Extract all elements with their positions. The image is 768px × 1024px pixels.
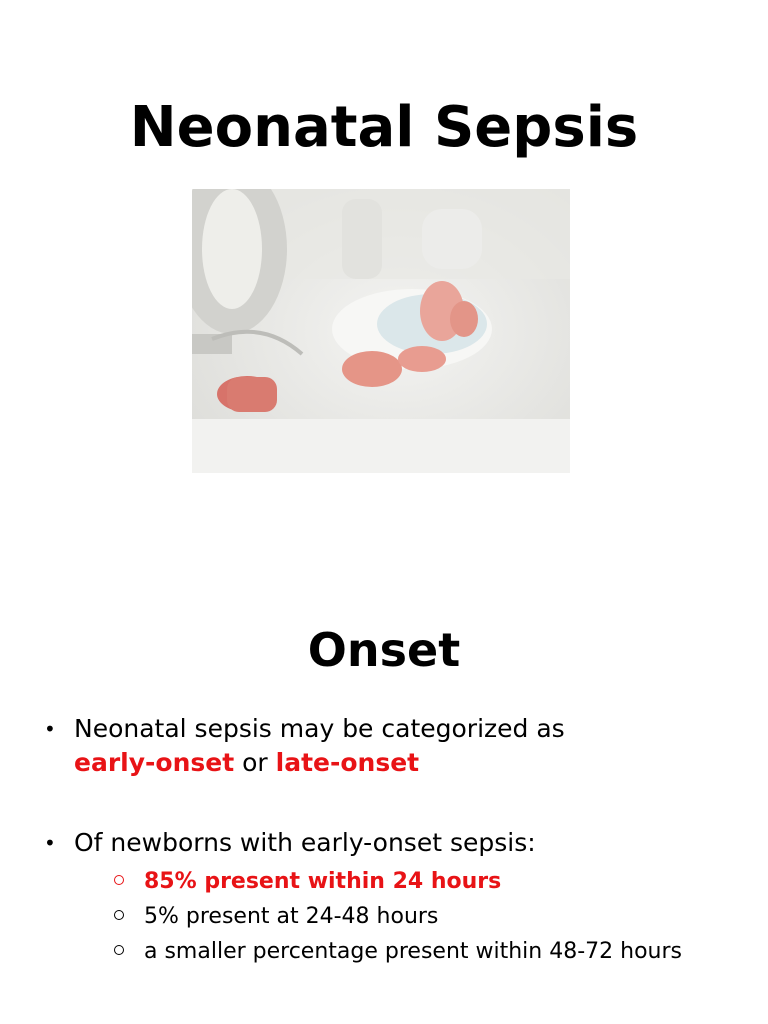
sub-bullet-item	[114, 864, 768, 899]
sub-bullet-item	[114, 934, 768, 969]
bullet-item-onset-categories	[44, 712, 744, 780]
sub-bullet-text: 85% present within 24 hours	[144, 869, 502, 894]
joiner-text: or	[242, 748, 268, 777]
hollow-circle-bullet-icon	[114, 910, 124, 920]
bullet-dot-icon: •	[44, 717, 56, 741]
bullet-text: Of newborns with early-onset sepsis:	[74, 828, 536, 857]
sub-bullet-list	[74, 864, 744, 969]
hollow-circle-bullet-icon	[114, 875, 124, 885]
newborn-photo	[192, 189, 570, 473]
bullet-dot-icon: •	[44, 831, 56, 855]
section-title: Onset	[307, 623, 461, 677]
sub-bullet-item	[114, 899, 768, 934]
bullet-item-early-onset	[44, 826, 744, 969]
slide-title: Neonatal Sepsis	[129, 95, 639, 160]
early-onset-term: early-onset	[74, 748, 235, 777]
sub-bullet-text: a smaller percentage present within 48-72 hours	[144, 939, 683, 964]
sub-bullet-text: 5% present at 24-48 hours	[144, 904, 439, 929]
late-onset-term: late-onset	[275, 748, 420, 777]
bullet-list	[44, 712, 744, 1015]
bullet-text: Neonatal sepsis may be categorized as	[74, 714, 565, 743]
hollow-circle-bullet-icon	[114, 945, 124, 955]
